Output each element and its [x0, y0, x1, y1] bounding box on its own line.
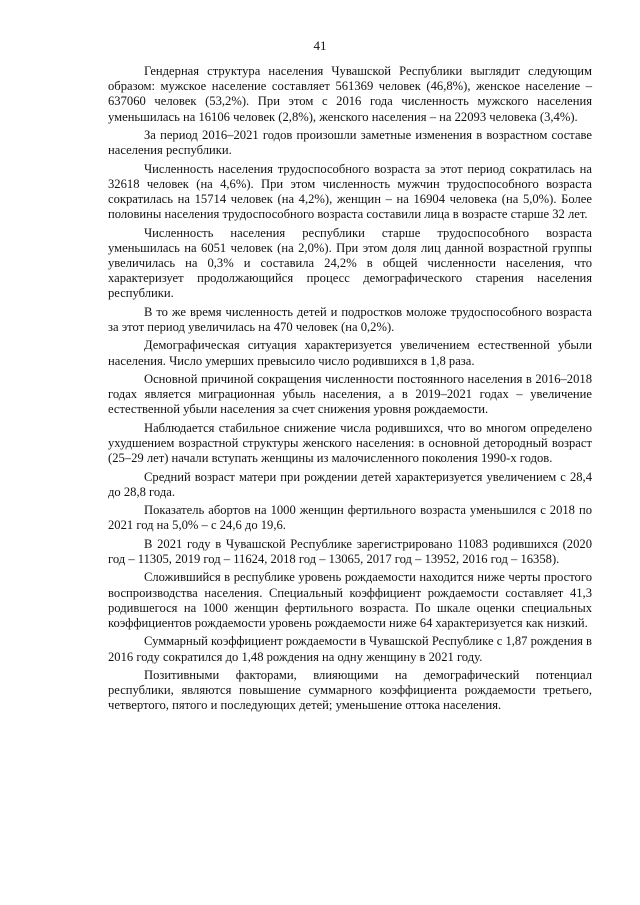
paragraph-mother-age: Средний возраст матери при рождении детей характеризуется увеличением с 28,4 до 28,8 года. — [108, 469, 592, 499]
paragraph-total-fertility: Суммарный коэффициент рождаемости в Чувашской Республике с 1,87 рождения в 2016 году сократился до 1,48 рождения на одну женщину в 2021 году. — [108, 634, 592, 664]
paragraph-age-changes: За период 2016–2021 годов произошли заметные изменения в возрастном составе населения республики. — [108, 128, 592, 158]
paragraph-working-age: Численность населения трудоспособного возраста за этот период сократилась на 32618 человек (на 4,6%). При этом численность мужчин трудоспособного возраста сократилась на 15714 человек (на 4,2%), женщин – на 16904 человека (на 5,0%). Более половины населения трудоспособного возраста составили лица в возрасте старше 32 лет. — [108, 161, 592, 222]
paragraph-birth-decrease: Наблюдается стабильное снижение числа родившихся, что во многом определено ухудшением возрастной структуры женского населения: в основной детородный возраст (25–29 лет) начали вступать женщины из малочисленного поколения 1990-х годов. — [108, 420, 592, 466]
paragraph-decline-causes: Основной причиной сокращения численности постоянного населения в 2016–2018 годах является миграционная убыль населения, а в 2019–2021 годах – увеличение естественной убыли населения за счет снижения уровня рождаемости. — [108, 371, 592, 417]
paragraph-positive-factors: Позитивными факторами, влияющими на демографический потенциал республики, являются повышение суммарного коэффициента рождаемости третьего, четвертого, пятого и последующих детей; уменьшение оттока населения. — [108, 667, 592, 713]
paragraph-abortions: Показатель абортов на 1000 женщин фертильного возраста уменьшился с 2018 по 2021 год на 5,0% – с 24,6 до 19,6. — [108, 503, 592, 533]
body-text — [108, 64, 592, 717]
paragraph-birth-rate-level: Сложившийся в республике уровень рождаемости находится ниже черты простого воспроизводства населения. Специальный коэффициент рождаемости составляет 41,3 родившегося на 1000 женщин фертильного возраста. По шкале оценки специальных коэффициентов рождаемости уровень рождаемости ниже 64 характеризуется как низкий. — [108, 570, 592, 630]
paragraph-births-2021: В 2021 году в Чувашской Республике зарегистрировано 11083 родившихся (2020 год – 11305, 2019 год – 11624, 2018 год – 13065, 2017 год – 13952, 2016 год – 16358). — [108, 536, 592, 566]
paragraph-children: В то же время численность детей и подростков моложе трудоспособного возраста за этот период увеличилась на 470 человек (на 0,2%). — [108, 304, 592, 334]
paragraph-natural-decline: Демографическая ситуация характеризуется увеличением естественной убыли населения. Число умерших превысило число родившихся в 1,8 раза. — [108, 338, 592, 368]
paragraph-gender-structure: Гендерная структура населения Чувашской Республики выглядит следующим образом: мужское население составляет 561369 человек (46,8%), женское население – 637060 человек (53,2%). При этом с 2016 года численность мужского населения уменьшилась на 16106 человек (2,8%), женского населения – на 22093 человека (3,4%). — [108, 64, 592, 124]
page-number: 41 — [313, 38, 327, 53]
paragraph-older-than-working-age: Численность населения республики старше трудоспособного возраста уменьшилась на 6051 человек (на 2,0%). При этом доля лиц данной возрастной группы увеличилась на 0,3% и составила 24,2% в общей численности населения, что характеризует продолжающийся процесс демографического старения населения республики. — [108, 225, 592, 301]
